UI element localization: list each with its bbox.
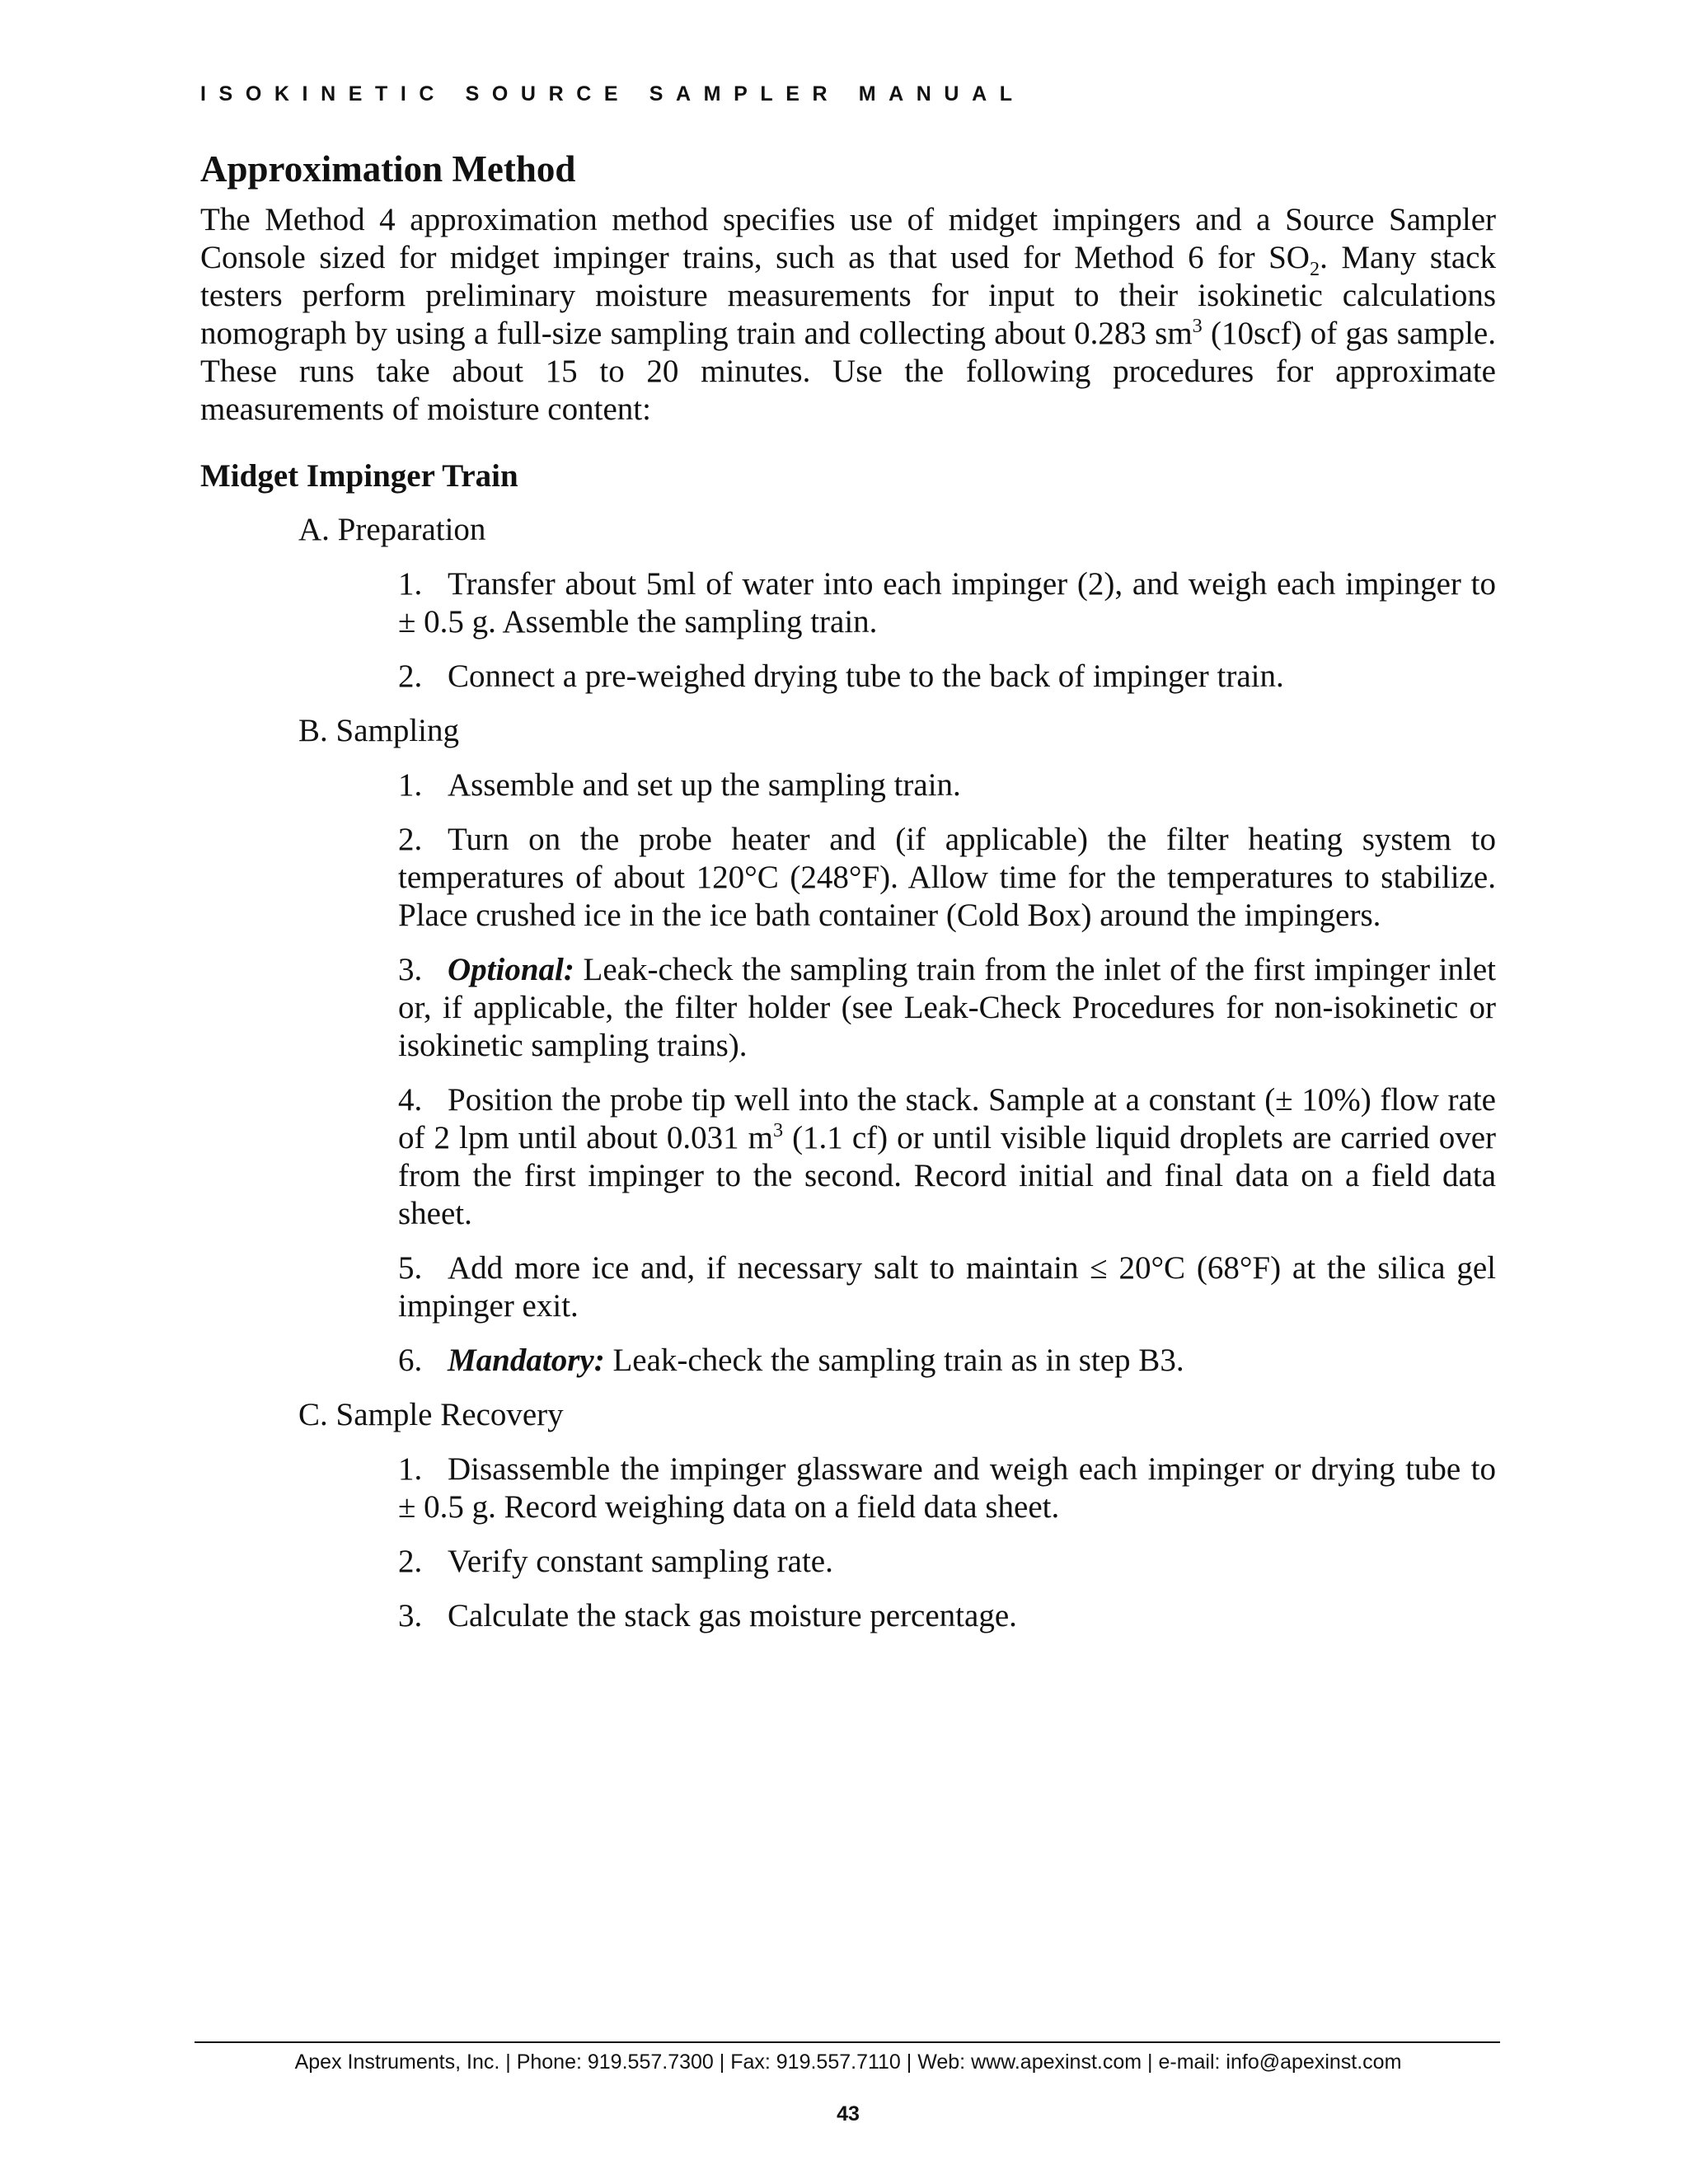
page-content [200,147,1496,1652]
step-text: Leak-check the sampling train from the inlet of the first impinger inlet or, if applicable, the filter holder (see Leak-Check Procedures for non-isokinetic or isokinetic sampling trains). [398,951,1496,1063]
phase-heading-b: B. Sampling [298,712,460,748]
intro-subscript: 2 [1309,257,1320,280]
phase-c-steps [398,1451,1496,1635]
step-superscript: 3 [772,1118,784,1141]
step-text: Disassemble the impinger glassware and weigh each impinger or drying tube to ± 0.5 g. Record weighing data on a field data sheet. [398,1451,1496,1525]
step-number: 2. [398,1543,423,1579]
step-text: Verify constant sampling rate. [448,1543,833,1579]
step-number: 1. [398,766,423,803]
step-number: 3. [398,951,423,987]
subsection-title: Midget Impinger Train [200,458,518,494]
step-a1 [398,565,1496,641]
intro-superscript: 3 [1192,315,1203,337]
step-a2 [398,658,1496,696]
step-text: Leak-check the sampling train as in step B3. [604,1342,1184,1378]
intro-paragraph [200,201,1496,429]
step-b1 [398,766,1496,804]
phase-heading-c: C. Sample Recovery [298,1396,564,1432]
intro-text-2: . Many stack testers perform preliminary moisture measurements for input to their isokinetic calculations nomograph by using a full-size sampling train and collecting about 0.283 sm [200,240,1496,351]
page-number: 43 [837,2102,860,2125]
intro-text-1: The Method 4 approximation method specifies use of midget impingers and a Source Sampler Console sized for midget impinger trains, such as that used for Method 6 for SO [200,202,1496,275]
step-text: Add more ice and, if necessary salt to maintain ≤ 20°C (68°F) at the silica gel impinger exit. [398,1249,1496,1324]
step-b2 [398,821,1496,935]
step-number: 2. [398,658,423,694]
step-c2 [398,1543,1496,1581]
step-number: 5. [398,1249,423,1286]
step-text: Calculate the stack gas moisture percentage. [448,1597,1017,1633]
step-text: Assemble and set up the sampling train. [448,766,961,803]
step-c3 [398,1597,1496,1635]
running-header: ISOKINETIC SOURCE SAMPLER MANUAL [200,82,1025,105]
phase-heading-a: A. Preparation [298,511,486,547]
footer-divider [195,2041,1500,2043]
step-number: 6. [398,1342,423,1378]
phase-b-steps [398,766,1496,1380]
footer-contact: Apex Instruments, Inc. | Phone: 919.557.7300 | Fax: 919.557.7110 | Web: www.apexinst.com | e-mail: info@apexinst.com [294,2050,1402,2074]
step-text: Turn on the probe heater and (if applicable) the filter heating system to temperatures of about 120°C (248°F). Allow time for the temperatures to stabilize. Place crushed ice in the ice bath container (Cold Box) around the impingers. [398,821,1496,933]
step-number: 4. [398,1081,423,1118]
step-number: 2. [398,821,423,857]
step-emphasis: Optional: [448,951,574,987]
step-number: 1. [398,1451,423,1487]
step-number: 3. [398,1597,423,1633]
step-text-2: (1.1 cf) or until visible liquid droplets are carried over from the first impinger to the second. Record initial and final data on a field data sheet. [398,1119,1496,1231]
step-b4 [398,1081,1496,1233]
step-b5 [398,1249,1496,1325]
step-number: 1. [398,565,423,602]
intro-text-3: (10scf) of gas sample. These runs take about 15 to 20 minutes. Use the following procedures for approximate measurements of moisture content: [200,316,1496,427]
step-c1 [398,1451,1496,1526]
phase-a-steps [398,565,1496,696]
step-b6 [398,1342,1496,1380]
step-text: Transfer about 5ml of water into each impinger (2), and weigh each impinger to ± 0.5 g. Assemble the sampling train. [398,565,1496,640]
step-text-1: Position the probe tip well into the stack. Sample at a constant (± 10%) flow rate of 2 lpm until about 0.031 m [398,1081,1496,1155]
step-b3 [398,951,1496,1065]
section-title: Approximation Method [200,148,576,190]
step-text: Connect a pre-weighed drying tube to the back of impinger train. [448,658,1284,694]
step-emphasis: Mandatory: [448,1342,605,1378]
